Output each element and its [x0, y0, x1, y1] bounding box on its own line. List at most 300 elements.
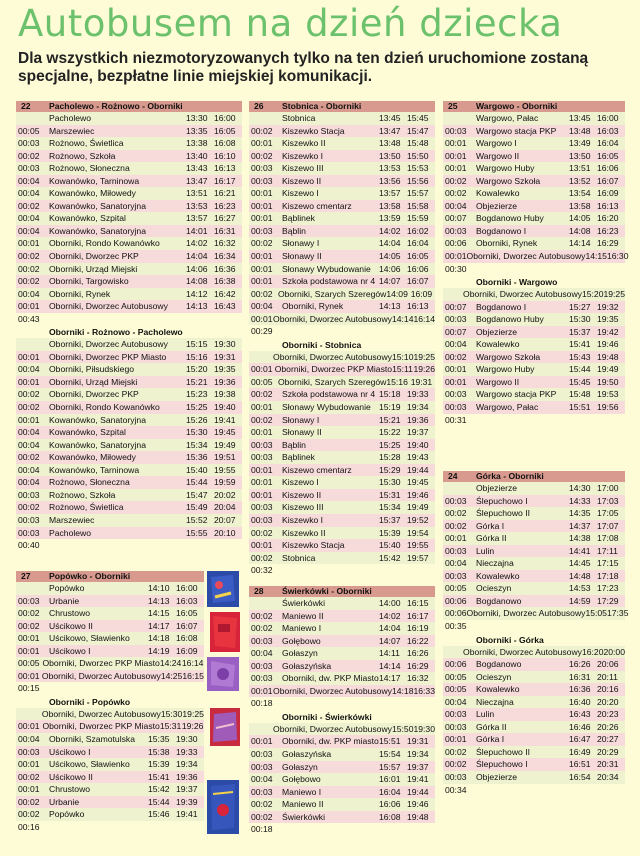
- stop-name: Wargowo II: [476, 150, 520, 161]
- departure-1: 14:07: [379, 276, 401, 287]
- stop-name: Górka II: [476, 721, 507, 732]
- departure-2: 16:00: [176, 583, 198, 593]
- stop-row: [249, 811, 435, 824]
- departure-2: 19:46: [597, 339, 619, 350]
- departure-2: 17:18: [597, 570, 619, 581]
- travel-time: 00:04: [18, 175, 40, 186]
- stop-name: Gołębowo: [282, 774, 321, 785]
- stop-row: [443, 495, 625, 508]
- departure-1: 14:08: [569, 225, 591, 236]
- kids-drawing-blue-image: [207, 571, 239, 607]
- departure-2: 16:15: [182, 670, 204, 681]
- travel-time: 00:01: [445, 138, 467, 149]
- travel-time: 00:05: [445, 583, 467, 594]
- departure-1: 14:04: [379, 623, 401, 634]
- travel-time: 00:03: [251, 163, 273, 174]
- stop-row: [443, 150, 625, 163]
- line-header: [443, 101, 625, 112]
- stop-row: [443, 225, 625, 238]
- total-time: 00:31: [445, 414, 467, 425]
- departure-1: 13:35: [186, 125, 208, 136]
- stop-row: [443, 671, 625, 684]
- departure-2: 19:40: [407, 439, 429, 450]
- departure-1: 15:21: [186, 376, 208, 387]
- departure-2: 16:13: [214, 163, 236, 174]
- departure-2: 16:07: [176, 620, 198, 631]
- departure-2: 19:34: [407, 402, 429, 413]
- travel-time: 00:05: [18, 125, 40, 136]
- departure-2: 19:25: [413, 351, 435, 362]
- stop-name: Kowanówko, Szpital: [49, 213, 126, 224]
- stop-row: [443, 363, 625, 376]
- travel-time: 00:04: [445, 696, 467, 707]
- travel-time: 00:05: [251, 376, 273, 387]
- stop-name: Oborniki, Dworzec PKP Miasto: [274, 364, 393, 375]
- departure-2: 20:16: [597, 684, 619, 695]
- travel-time: 00:01: [251, 364, 273, 375]
- stop-name: Oborniki, Rondo Kowanówko: [49, 402, 160, 413]
- stop-name: Górka II: [476, 533, 507, 544]
- stop-name: Kowanówko, Sanatoryjna: [49, 200, 146, 211]
- travel-time: 00:01: [18, 351, 40, 362]
- travel-time: [249, 597, 282, 610]
- departure-1: 13:51: [186, 188, 208, 199]
- stop-name: Gołaszyńska: [282, 749, 332, 760]
- stop-name: Oborniki, Dworzec Autobusowy: [273, 351, 392, 362]
- line-22-block: [16, 101, 242, 552]
- stop-row: [249, 735, 435, 748]
- stop-name: Oborniki, Rondo Kowanówko: [49, 238, 160, 249]
- stop-name: Słonawy II: [282, 251, 322, 262]
- departure-1: 16:31: [569, 671, 591, 682]
- departure-1: 15:15: [186, 339, 208, 350]
- travel-time: 00:01: [445, 163, 467, 174]
- departure-1: 15:48: [569, 389, 591, 400]
- stop-name: Marszewiec: [49, 125, 95, 136]
- departure-2: 16:19: [407, 623, 429, 634]
- travel-time: 00:01: [445, 251, 467, 262]
- departure-1: 16:01: [379, 774, 401, 785]
- departure-2: 16:26: [407, 648, 429, 659]
- departure-2: 15:57: [407, 188, 429, 199]
- departure-2: 19:53: [597, 389, 619, 400]
- stop-name: Świerkówki: [282, 598, 325, 608]
- travel-time: 00:01: [251, 213, 273, 224]
- stop-row: [249, 672, 435, 685]
- departure-2: 19:45: [214, 427, 236, 438]
- travel-time: [16, 338, 49, 351]
- departure-2: 16:04: [597, 138, 619, 149]
- departure-1: 13:47: [186, 175, 208, 186]
- departure-1: 15:39: [379, 527, 401, 538]
- stop-name: Oborniki, Dworzec Autobusowy: [41, 670, 161, 681]
- travel-time: 00:01: [251, 263, 273, 274]
- departure-2: 20:31: [597, 759, 619, 770]
- stop-name: Kiszewko II: [282, 138, 326, 149]
- departure-2: 19:44: [407, 464, 429, 475]
- stop-row: [16, 439, 242, 452]
- stop-name: Stobnica: [282, 552, 316, 563]
- departure-1: 15:47: [186, 489, 208, 500]
- departure-2: 16:14: [413, 313, 435, 324]
- total-time: 00:43: [18, 313, 40, 324]
- kids-drawing-blue-2-image: [207, 780, 239, 834]
- stop-row: [443, 595, 625, 608]
- stop-row: [443, 746, 625, 759]
- departure-2: 16:38: [214, 276, 236, 287]
- stop-row: [16, 582, 204, 595]
- travel-time: 00:02: [18, 276, 40, 287]
- departure-2: 20:26: [597, 721, 619, 732]
- stop-name: Kowanówko, Tarninowa: [49, 464, 140, 475]
- travel-time: 00:06: [445, 238, 467, 249]
- stop-row: [249, 552, 435, 565]
- departure-2: 19:34: [407, 749, 429, 760]
- departure-1: 15:28: [379, 452, 401, 463]
- timetable-rows: [16, 582, 204, 682]
- departure-2: 20:10: [214, 527, 236, 538]
- stop-name: Ślepuchowo I: [476, 759, 528, 770]
- departure-1: 15:40: [186, 464, 208, 475]
- departure-1: 16:26: [569, 659, 591, 670]
- departure-1: 15:40: [379, 540, 401, 551]
- departure-2: 20:29: [597, 746, 619, 757]
- departure-2: 19:52: [407, 514, 429, 525]
- departure-1: 14:06: [186, 263, 208, 274]
- departure-2: 19:39: [176, 796, 198, 807]
- stop-name: Oborniki, Rynek: [476, 238, 538, 249]
- stop-name: Oborniki, Dworzec PKP Miasto: [42, 721, 160, 732]
- travel-time: 00:04: [18, 188, 40, 199]
- travel-time: 00:03: [18, 514, 40, 525]
- departure-1: 14:18: [148, 633, 170, 644]
- kids-drawing-purple-image: [207, 657, 239, 691]
- stop-row: [249, 476, 435, 489]
- stop-row: [249, 288, 435, 301]
- departure-1: 15:42: [148, 784, 170, 795]
- departure-1: 13:40: [186, 150, 208, 161]
- departure-2: 16:36: [214, 263, 236, 274]
- stop-row: [249, 635, 435, 648]
- travel-time: 00:03: [445, 570, 467, 581]
- departure-2: 15:47: [407, 125, 429, 136]
- departure-1: 16:40: [569, 696, 591, 707]
- travel-time: 00:07: [445, 301, 467, 312]
- stop-row: [443, 696, 625, 709]
- stop-row: [16, 796, 204, 809]
- stop-row: [249, 761, 435, 774]
- stop-row: [443, 288, 625, 301]
- departure-1: 14:13: [186, 301, 208, 312]
- departure-2: 15:59: [407, 213, 429, 224]
- travel-time: [249, 351, 273, 364]
- stop-name: Gołaszyn: [282, 648, 318, 659]
- stop-name: Szkoła podstawowa nr 4: [282, 389, 376, 400]
- travel-time: 00:02: [445, 520, 467, 531]
- travel-time: 00:01: [445, 150, 467, 161]
- stop-row: [249, 786, 435, 799]
- travel-time: 00:04: [251, 301, 273, 312]
- line-name: Świerkówki - Oborniki: [282, 586, 372, 596]
- departure-1: 16:49: [569, 746, 591, 757]
- line-number: 27: [21, 571, 31, 581]
- stop-row: [443, 338, 625, 351]
- stop-name: Oborniki, Dworzec Autobusowy: [41, 708, 161, 719]
- departure-1: 15:39: [148, 759, 170, 770]
- departure-2: 19:37: [407, 427, 429, 438]
- stop-row: [249, 187, 435, 200]
- departure-2: 16:30: [606, 251, 629, 262]
- departure-1: 14:37: [569, 520, 591, 531]
- departure-2: 16:07: [597, 175, 619, 186]
- departure-1: 15:23: [186, 389, 208, 400]
- departure-1: 15:19: [379, 402, 401, 413]
- stop-name: Objezierze: [476, 326, 518, 337]
- stop-name: Kiszewo III: [282, 502, 324, 513]
- stop-row: [16, 150, 242, 163]
- travel-time: 00:03: [251, 452, 273, 463]
- stop-name: Chrustowo: [49, 608, 91, 619]
- stop-row: [16, 212, 242, 225]
- stop-row: [16, 338, 242, 351]
- travel-time: 00:02: [251, 811, 273, 822]
- travel-time: 00:03: [18, 489, 40, 500]
- stop-row: [16, 125, 242, 138]
- departure-1: 13:48: [379, 138, 401, 149]
- travel-time: 00:02: [251, 552, 273, 563]
- departure-2: 16:05: [176, 608, 198, 619]
- departure-1: 15:30: [569, 314, 591, 325]
- stop-row: [443, 326, 625, 339]
- stop-name: Wargowo II: [476, 376, 520, 387]
- stop-row: [249, 225, 435, 238]
- stop-row: [249, 527, 435, 540]
- stop-name: Oborniki, dw. PKP miasto: [282, 736, 379, 747]
- stop-row: [16, 476, 242, 489]
- departure-2: 16:03: [597, 125, 619, 136]
- departure-2: 19:30: [413, 723, 435, 734]
- stop-row: [249, 685, 435, 698]
- timetable-rows: [16, 708, 204, 821]
- departure-1: 15:30: [160, 708, 183, 719]
- stop-name: Bogdanowo Huby: [476, 213, 544, 224]
- stop-row: [249, 439, 435, 452]
- stop-name: Oborniki, Szamotulska: [49, 734, 135, 745]
- stop-row: [249, 464, 435, 477]
- departure-2: 19:49: [214, 439, 236, 450]
- line-number: 28: [254, 586, 264, 596]
- stop-row: [443, 582, 625, 595]
- stop-row: [16, 137, 242, 150]
- stop-name: Kowalewko: [476, 339, 520, 350]
- stop-row: [16, 237, 242, 250]
- stop-name: Oborniki, Dworzec Autobusowy: [466, 608, 586, 619]
- stop-name: Kiszewo cmentarz: [282, 200, 352, 211]
- travel-time: 00:02: [18, 771, 40, 782]
- line-name: Stobnica - Oborniki: [282, 101, 362, 111]
- departure-2: 19:40: [214, 402, 236, 413]
- departure-2: 16:09: [597, 188, 619, 199]
- stop-name: Kowanówko, Tarninowa: [49, 175, 140, 186]
- travel-time: 00:02: [18, 620, 40, 631]
- stop-row: [249, 162, 435, 175]
- departure-1: 14:08: [186, 276, 208, 287]
- travel-time: 00:03: [445, 545, 467, 556]
- departure-2: 17:08: [597, 533, 619, 544]
- departure-2: 19:44: [407, 786, 429, 797]
- stop-name: Popówko: [49, 809, 85, 820]
- travel-time: 00:06: [445, 595, 467, 606]
- stop-row: [443, 708, 625, 721]
- departure-2: 20:27: [597, 734, 619, 745]
- departure-2: 17:35: [606, 608, 629, 619]
- stop-name: Kowalewko: [476, 188, 520, 199]
- page-title: Autobusem na dzień dziecka: [18, 2, 563, 45]
- timetable-rows: [249, 597, 435, 697]
- stop-row: [249, 125, 435, 138]
- stop-row: [249, 539, 435, 552]
- departure-2: 16:02: [407, 225, 429, 236]
- travel-time: 00:05: [18, 658, 40, 669]
- stop-name: Bogdanowo: [476, 659, 522, 670]
- line-name: Górka - Oborniki: [476, 471, 544, 481]
- stop-name: Uścikowo, Sławienko: [49, 759, 130, 770]
- travel-time: 00:01: [18, 721, 40, 732]
- stop-row: [249, 275, 435, 288]
- stop-name: Urbanie: [49, 595, 80, 606]
- line-24-block: [443, 471, 629, 796]
- stop-name: Kowanówko, Szpital: [49, 427, 126, 438]
- stop-row: [16, 808, 204, 821]
- stop-name: Wargowo Huby: [476, 364, 535, 375]
- departure-2: 16:09: [176, 645, 198, 656]
- stop-name: Pacholewo: [49, 113, 92, 123]
- stop-row: [16, 501, 242, 514]
- stop-name: Wargowo stacja PKP: [476, 389, 557, 400]
- departure-1: 14:24: [159, 658, 182, 669]
- departure-1: 15:54: [379, 749, 401, 760]
- stop-name: Oborniki, Rynek: [282, 301, 344, 312]
- stop-name: Oborniki, Dworzec Autobusowy: [466, 251, 586, 262]
- travel-time: 00:05: [445, 671, 467, 682]
- stop-name: Oborniki, Dworzec Autobusowy: [273, 723, 392, 734]
- departure-1: 14:30: [569, 483, 591, 493]
- travel-time: 00:01: [251, 402, 273, 413]
- return-name: Oborniki - Stobnica: [282, 339, 362, 350]
- stop-row: [16, 112, 242, 125]
- stop-name: Objezierze: [476, 483, 518, 493]
- departure-2: 16:10: [214, 150, 236, 161]
- departure-1: 15:55: [186, 527, 208, 538]
- departure-1: 13:51: [569, 163, 591, 174]
- line-number: 22: [21, 101, 31, 111]
- departure-2: 16:22: [407, 635, 429, 646]
- stop-name: Górka I: [476, 520, 505, 531]
- departure-2: 19:46: [407, 799, 429, 810]
- stop-row: [443, 388, 625, 401]
- stop-row: [16, 464, 242, 477]
- departure-2: 16:06: [407, 263, 429, 274]
- timetable-rows: [249, 112, 435, 325]
- stop-name: Objezierze: [476, 200, 518, 211]
- departure-2: 20:11: [597, 671, 618, 682]
- departure-1: 14:10: [148, 583, 170, 593]
- line-header: [16, 571, 204, 582]
- departure-2: 16:05: [407, 251, 429, 262]
- departure-1: 14:02: [379, 225, 401, 236]
- travel-time: 00:01: [251, 427, 273, 438]
- line-number: 25: [448, 101, 458, 111]
- travel-time: 00:04: [18, 364, 40, 375]
- departure-2: 16:17: [407, 610, 429, 621]
- departure-1: 14:45: [569, 558, 591, 569]
- stop-row: [16, 288, 242, 301]
- stop-name: Bąblinek: [282, 213, 315, 224]
- stop-name: Kiszewo I: [282, 477, 319, 488]
- stop-name: Kiszewo II: [282, 175, 322, 186]
- departure-2: 16:17: [214, 175, 236, 186]
- departure-2: 17:11: [597, 545, 618, 556]
- departure-2: 19:59: [214, 477, 236, 488]
- stop-name: Kiszewko II: [282, 527, 326, 538]
- departure-1: 13:50: [569, 150, 591, 161]
- departure-2: 16:14: [181, 658, 204, 669]
- stop-row: [249, 150, 435, 163]
- timetable-rows: [16, 338, 242, 539]
- line-number: 24: [448, 471, 458, 481]
- stop-name: Wargowo Szkoła: [476, 175, 541, 186]
- stop-row: [443, 557, 625, 570]
- stop-name: Bąblin: [282, 439, 306, 450]
- departure-1: 14:19: [148, 645, 170, 656]
- travel-time: 00:07: [445, 326, 467, 337]
- travel-time: 00:04: [18, 427, 40, 438]
- departure-1: 14:09: [386, 288, 408, 299]
- travel-time: 00:04: [18, 213, 40, 224]
- travel-time: 00:02: [251, 238, 273, 249]
- total-time: 00:40: [18, 540, 40, 551]
- total-time: 00:35: [445, 621, 467, 632]
- travel-time: 00:01: [18, 301, 40, 312]
- travel-time: 00:04: [18, 464, 40, 475]
- stop-name: Kiszewko I: [282, 150, 324, 161]
- travel-time: 00:02: [18, 402, 40, 413]
- departure-1: 15:41: [569, 339, 591, 350]
- departure-2: 19:56: [597, 402, 619, 413]
- stop-name: Wargowo Szkoła: [476, 351, 541, 362]
- travel-time: 00:01: [445, 376, 467, 387]
- stop-row: [443, 187, 625, 200]
- stop-name: Maniewo I: [282, 786, 322, 797]
- departure-1: 15:26: [186, 414, 208, 425]
- departure-1: 14:38: [569, 533, 591, 544]
- departure-1: 13:54: [569, 188, 591, 199]
- stop-row: [16, 162, 242, 175]
- timetable-rows: [249, 723, 435, 823]
- travel-time: 00:01: [251, 540, 273, 551]
- departure-2: 19:35: [214, 364, 236, 375]
- stop-name: Słonawy I: [282, 238, 320, 249]
- departure-2: 17:07: [597, 520, 619, 531]
- stop-name: Oborniki, Dworzec Autobusowy: [273, 685, 392, 696]
- travel-time: 00:02: [18, 200, 40, 211]
- departure-2: 16:32: [214, 238, 236, 249]
- travel-time: 00:02: [251, 389, 273, 400]
- departure-1: 13:53: [186, 200, 208, 211]
- departure-1: 15:38: [148, 746, 170, 757]
- timetable-rows: [16, 112, 242, 313]
- departure-2: 19:41: [407, 774, 429, 785]
